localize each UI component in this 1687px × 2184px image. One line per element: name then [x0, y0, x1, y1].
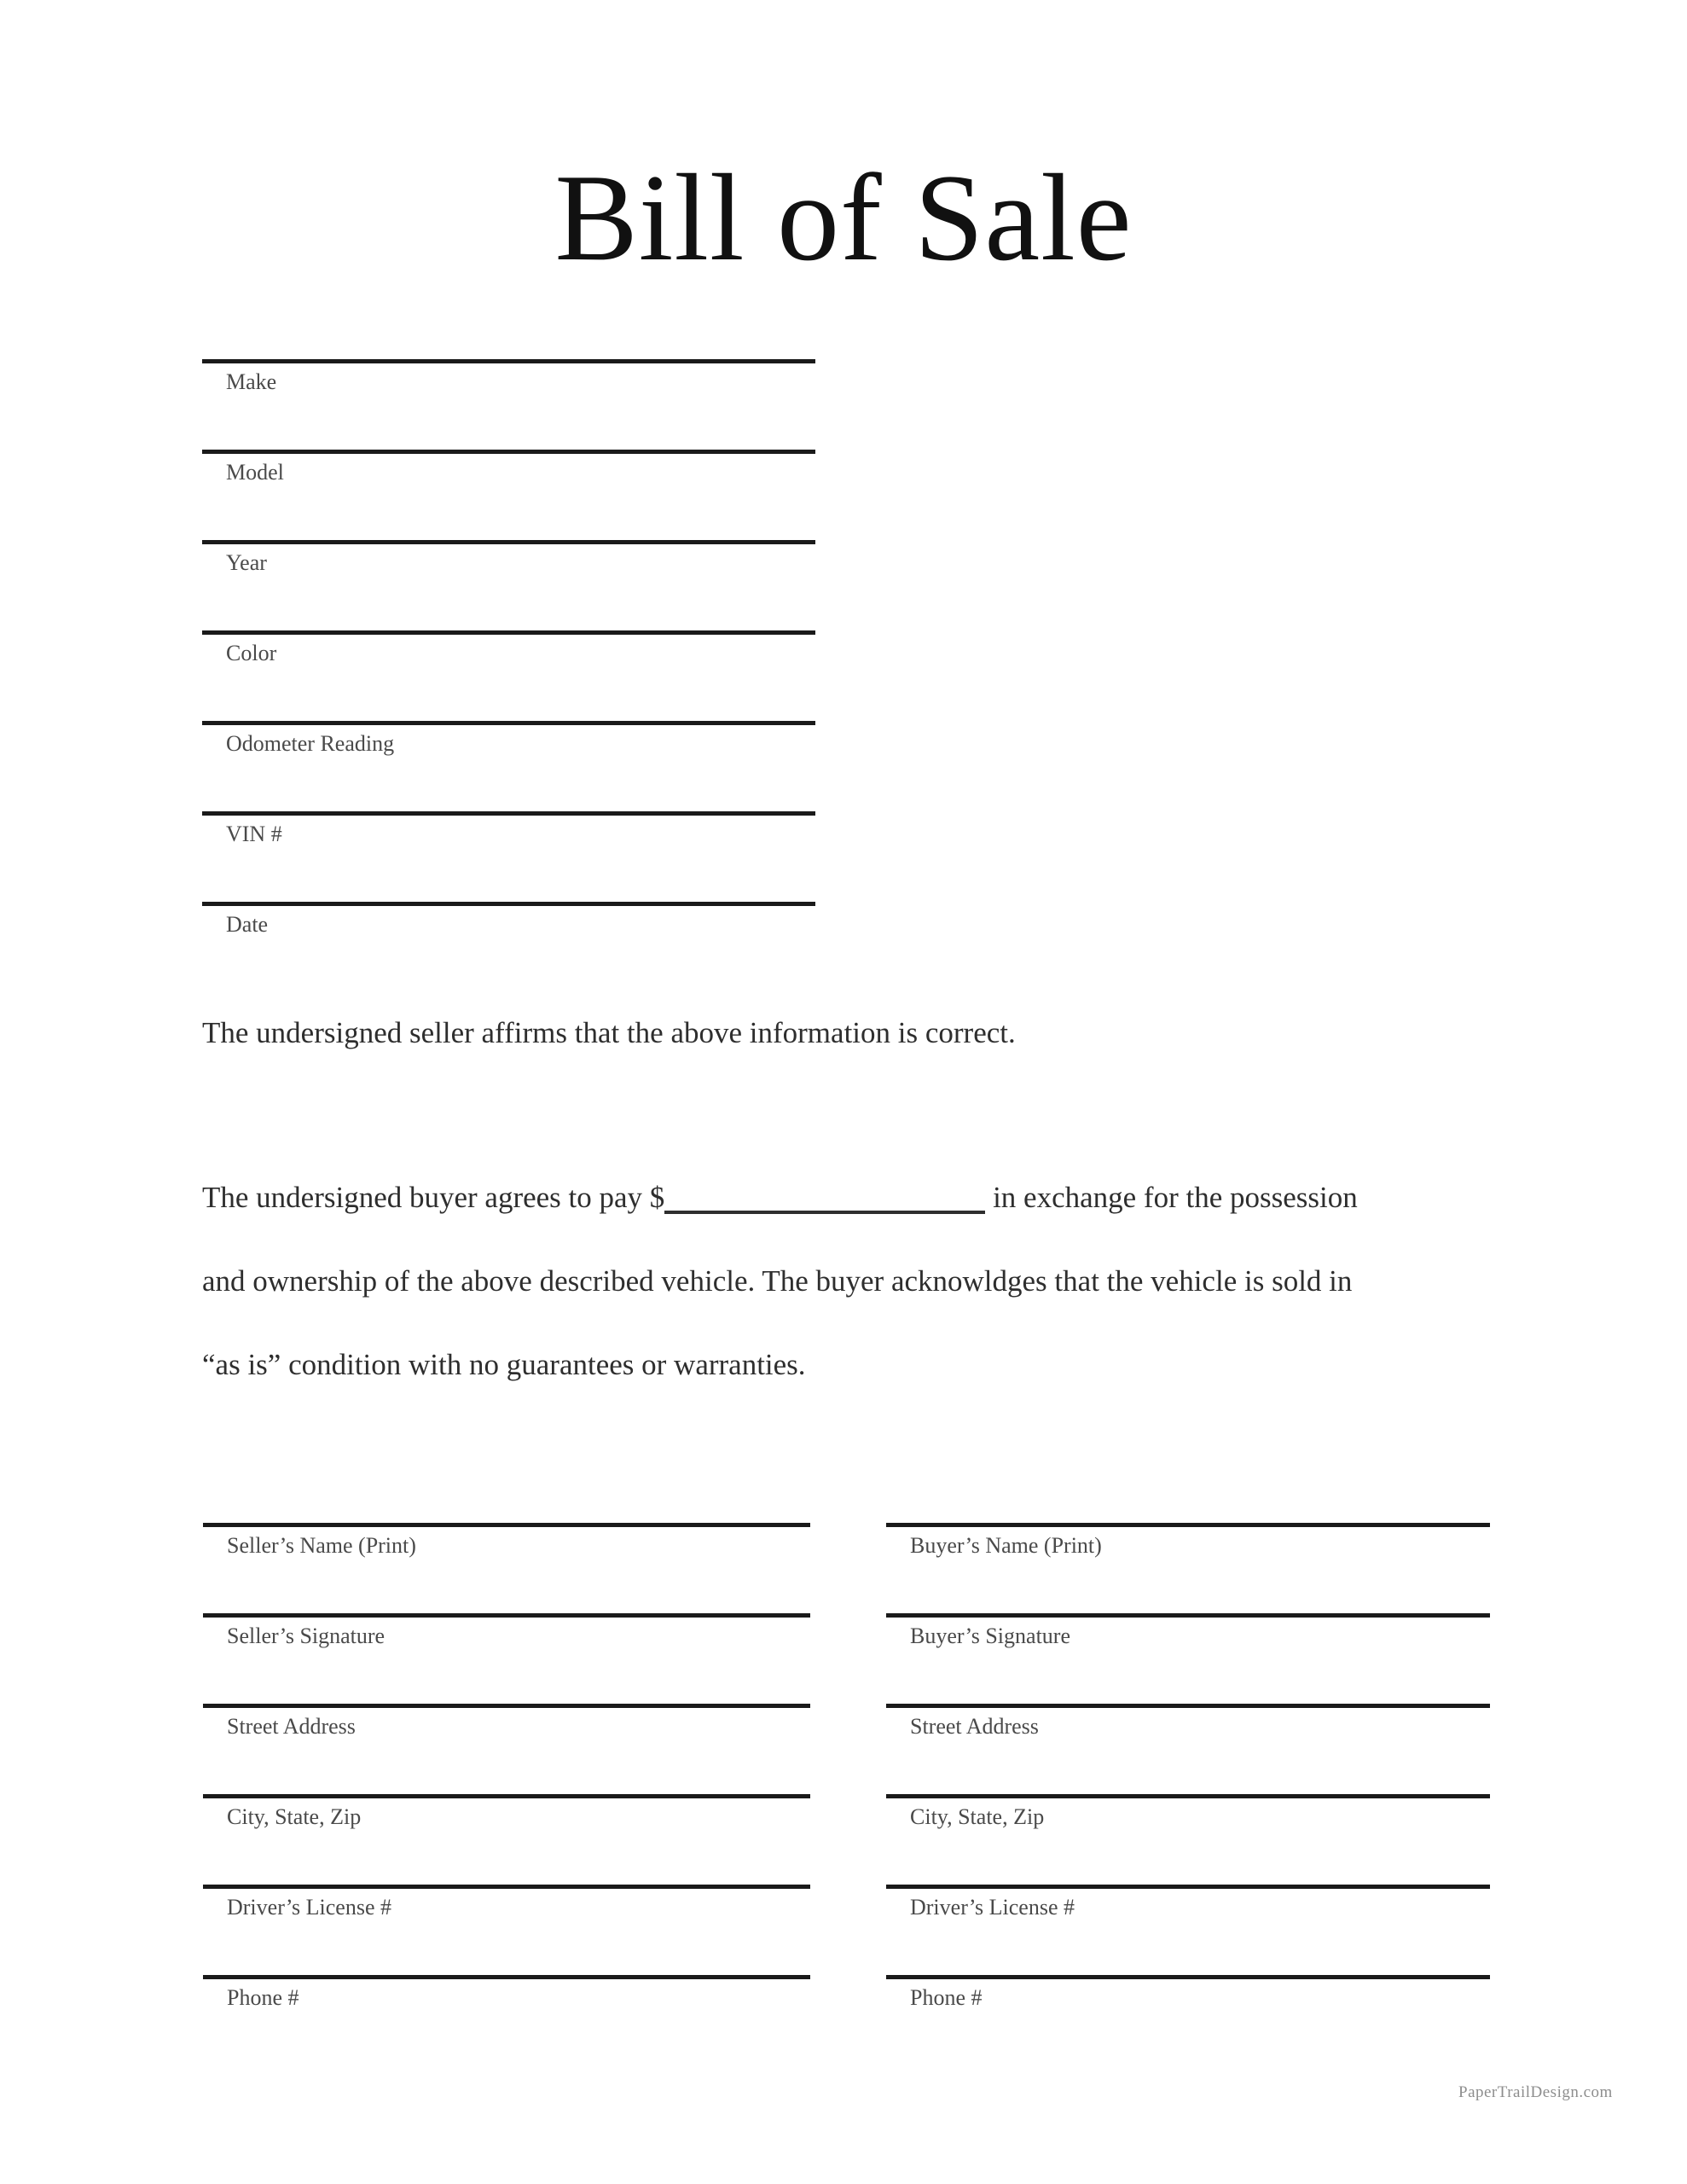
field-vin[interactable]	[202, 811, 815, 897]
field-seller-signature[interactable]	[203, 1613, 810, 1699]
field-buyer-drivers-license-label: Driver’s License #	[910, 1895, 1075, 1920]
field-model-label: Model	[226, 460, 284, 485]
field-date-label: Date	[226, 912, 269, 937]
field-color[interactable]	[202, 630, 815, 716]
field-seller-phone[interactable]	[203, 1975, 810, 2060]
payment-clause-line-2: and ownership of the above described vehicle. The buyer acknowldges that the vehicle is sold in	[202, 1264, 1353, 1298]
payment-text-after-blank: in exchange for the possession	[985, 1181, 1358, 1214]
field-buyer-city-state-zip[interactable]	[886, 1794, 1490, 1879]
field-seller-drivers-license-label: Driver’s License #	[227, 1895, 392, 1920]
field-seller-drivers-license[interactable]	[203, 1885, 810, 1970]
field-color-label: Color	[226, 641, 277, 665]
field-buyer-phone-label: Phone #	[910, 1985, 983, 2010]
field-buyer-name-label: Buyer’s Name (Print)	[910, 1533, 1102, 1558]
field-buyer-name[interactable]	[886, 1523, 1490, 1608]
field-buyer-drivers-license[interactable]	[886, 1885, 1490, 1970]
payment-clause-line-3: “as is” condition with no guarantees or warranties.	[202, 1348, 806, 1381]
field-seller-street-address[interactable]	[203, 1704, 810, 1789]
field-seller-signature-label: Seller’s Signature	[227, 1623, 386, 1648]
payment-clause-line-1	[202, 1156, 1358, 1240]
field-buyer-signature-label: Buyer’s Signature	[910, 1623, 1070, 1648]
field-year[interactable]	[202, 540, 815, 625]
field-make[interactable]	[202, 359, 815, 444]
field-seller-name[interactable]	[203, 1523, 810, 1608]
payment-amount-blank[interactable]	[664, 1211, 985, 1214]
field-seller-name-label: Seller’s Name (Print)	[227, 1533, 416, 1558]
field-date[interactable]	[202, 902, 815, 987]
payment-text-before-blank: The undersigned buyer agrees to pay $	[202, 1181, 665, 1214]
seller-affirmation-text: The undersigned seller affirms that the above information is correct.	[202, 1016, 1016, 1049]
field-buyer-signature[interactable]	[886, 1613, 1490, 1699]
field-year-label: Year	[226, 550, 267, 575]
field-vin-label: VIN #	[226, 822, 282, 846]
field-model[interactable]	[202, 450, 815, 535]
field-buyer-street-address-label: Street Address	[910, 1714, 1039, 1739]
field-seller-city-state-zip[interactable]	[203, 1794, 810, 1879]
field-seller-city-state-zip-label: City, State, Zip	[227, 1804, 362, 1829]
field-buyer-street-address[interactable]	[886, 1704, 1490, 1789]
field-seller-phone-label: Phone #	[227, 1985, 299, 2010]
field-make-label: Make	[226, 369, 277, 394]
field-odometer-reading-label: Odometer Reading	[226, 731, 395, 756]
field-odometer-reading[interactable]	[202, 721, 815, 806]
field-buyer-phone[interactable]	[886, 1975, 1490, 2060]
footer-brand: PaperTrailDesign.com	[1458, 2083, 1613, 2101]
document-title: Bill of Sale	[554, 148, 1133, 287]
payment-clause	[202, 1156, 1358, 1407]
field-seller-street-address-label: Street Address	[227, 1714, 356, 1739]
field-buyer-city-state-zip-label: City, State, Zip	[910, 1804, 1045, 1829]
